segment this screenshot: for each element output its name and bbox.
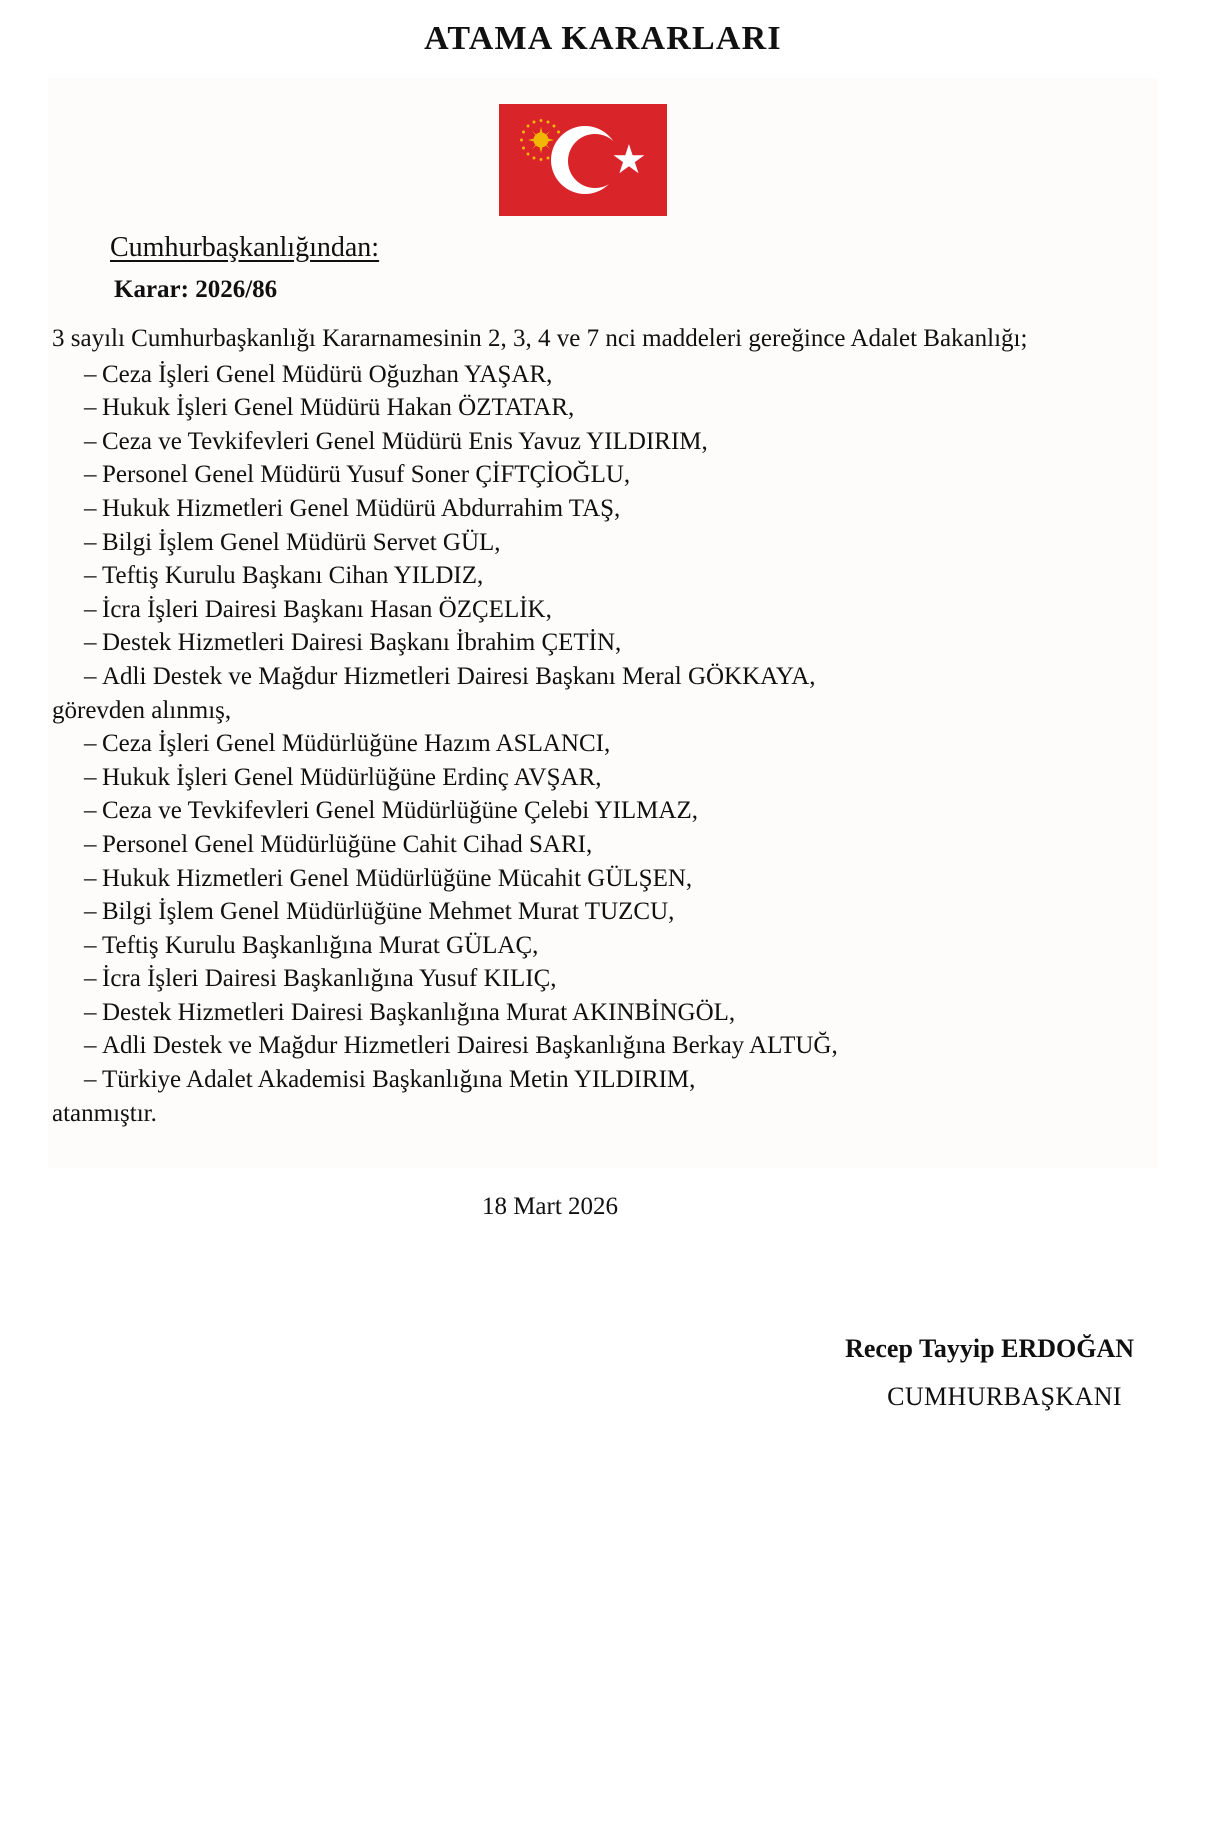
dismissal-closing: görevden alınmış,	[52, 696, 232, 724]
list-item-label: Hukuk Hizmetleri Genel Müdürlüğüne Mücahit GÜLŞEN,	[102, 864, 693, 892]
list-item	[52, 660, 1158, 694]
list-item-label: Personel Genel Müdürlüğüne Cahit Cihad SARI,	[102, 830, 593, 858]
list-item-label: Adli Destek ve Mağdur Hizmetleri Dairesi Başkanlığına Berkay ALTUĞ,	[102, 1032, 838, 1060]
dash-marker: –	[84, 494, 97, 522]
list-item-label: Ceza ve Tevkifevleri Genel Müdürü Enis Yavuz YILDIRIM,	[102, 427, 708, 455]
list-item	[52, 526, 1158, 560]
issuer-heading: Cumhurbaşkanlığından:	[110, 232, 380, 263]
dash-marker: –	[84, 562, 97, 590]
appointment-closing: atanmıştır.	[52, 1099, 157, 1127]
list-item-label: Teftiş Kurulu Başkanı Cihan YILDIZ,	[102, 562, 484, 590]
signature-name: Recep Tayyip ERDOĞAN	[845, 1334, 1134, 1363]
list-item	[52, 761, 1158, 795]
list-item-label: Adli Destek ve Mağdur Hizmetleri Dairesi Başkanı Meral GÖKKAYA,	[102, 662, 816, 690]
list-item-label: Hukuk İşleri Genel Müdürü Hakan ÖZTATAR,	[102, 394, 575, 422]
dash-marker: –	[84, 931, 97, 959]
list-item-label: Bilgi İşlem Genel Müdürlüğüne Mehmet Murat TUZCU,	[102, 898, 675, 926]
turkish-flag	[499, 104, 667, 216]
list-item-label: İcra İşleri Dairesi Başkanı Hasan ÖZÇELİK,	[102, 595, 552, 623]
dismissal-list	[52, 358, 1158, 694]
appointment-list	[52, 727, 1158, 1097]
list-item	[52, 1063, 1158, 1097]
dash-marker: –	[84, 830, 97, 858]
list-item	[52, 828, 1158, 862]
list-item-label: Ceza ve Tevkifevleri Genel Müdürlüğüne Çelebi YILMAZ,	[102, 797, 698, 825]
list-item-label: Destek Hizmetleri Dairesi Başkanı İbrahim ÇETİN,	[102, 629, 622, 657]
list-item	[52, 794, 1158, 828]
signature-role: CUMHURBAŞKANI	[887, 1382, 1122, 1411]
list-item-label: Türkiye Adalet Akademisi Başkanlığına Metin YILDIRIM,	[102, 1066, 696, 1094]
list-item	[52, 492, 1158, 526]
list-item	[52, 593, 1158, 627]
dash-marker: –	[84, 662, 97, 690]
dash-marker: –	[84, 394, 97, 422]
list-item-label: İcra İşleri Dairesi Başkanlığına Yusuf KILIÇ,	[102, 965, 557, 993]
page-title: ATAMA KARARLARI	[424, 20, 782, 57]
list-item	[52, 962, 1158, 996]
intro-paragraph: 3 sayılı Cumhurbaşkanlığı Kararnamesinin 2, 3, 4 ve 7 nci maddeleri gereğince Adalet Bakanlığı;	[52, 325, 1028, 352]
list-item-label: Ceza İşleri Genel Müdürü Oğuzhan YAŞAR,	[102, 360, 553, 388]
list-item	[52, 862, 1158, 896]
dash-marker: –	[84, 797, 97, 825]
flag-field	[499, 104, 667, 216]
decree-date: 18 Mart 2026	[481, 1193, 619, 1220]
list-item-label: Ceza İşleri Genel Müdürlüğüne Hazım ASLANCI,	[102, 730, 611, 758]
list-item-label: Destek Hizmetleri Dairesi Başkanlığına Murat AKINBİNGÖL,	[102, 998, 736, 1026]
list-item	[52, 391, 1158, 425]
dash-marker: –	[84, 730, 97, 758]
list-item	[52, 895, 1158, 929]
list-item	[52, 559, 1158, 593]
decree-body	[52, 322, 1158, 1130]
dash-marker: –	[84, 1066, 97, 1094]
dash-marker: –	[84, 1032, 97, 1060]
dash-marker: –	[84, 998, 97, 1026]
dash-marker: –	[84, 965, 97, 993]
dash-marker: –	[84, 864, 97, 892]
list-item	[52, 425, 1158, 459]
list-item	[52, 929, 1158, 963]
dash-marker: –	[84, 629, 97, 657]
dash-marker: –	[84, 461, 97, 489]
list-item-label: Hukuk İşleri Genel Müdürlüğüne Erdinç AVŞAR,	[102, 763, 602, 791]
decision-number: Karar: 2026/86	[114, 276, 278, 303]
dash-marker: –	[84, 595, 97, 623]
list-item-label: Teftiş Kurulu Başkanlığına Murat GÜLAÇ,	[102, 931, 539, 959]
list-item-label: Personel Genel Müdürü Yusuf Soner ÇİFTÇİOĞLU,	[102, 461, 631, 489]
dash-marker: –	[84, 898, 97, 926]
list-item	[52, 458, 1158, 492]
list-item	[52, 727, 1158, 761]
list-item-label: Hukuk Hizmetleri Genel Müdürü Abdurrahim TAŞ,	[102, 494, 621, 522]
list-item	[52, 1029, 1158, 1063]
list-item-label: Bilgi İşlem Genel Müdürü Servet GÜL,	[102, 528, 501, 556]
dash-marker: –	[84, 763, 97, 791]
dash-marker: –	[84, 427, 97, 455]
list-item	[52, 626, 1158, 660]
list-item	[52, 358, 1158, 392]
dash-marker: –	[84, 528, 97, 556]
dash-marker: –	[84, 360, 97, 388]
list-item	[52, 996, 1158, 1030]
star-icon: ★	[611, 137, 647, 182]
